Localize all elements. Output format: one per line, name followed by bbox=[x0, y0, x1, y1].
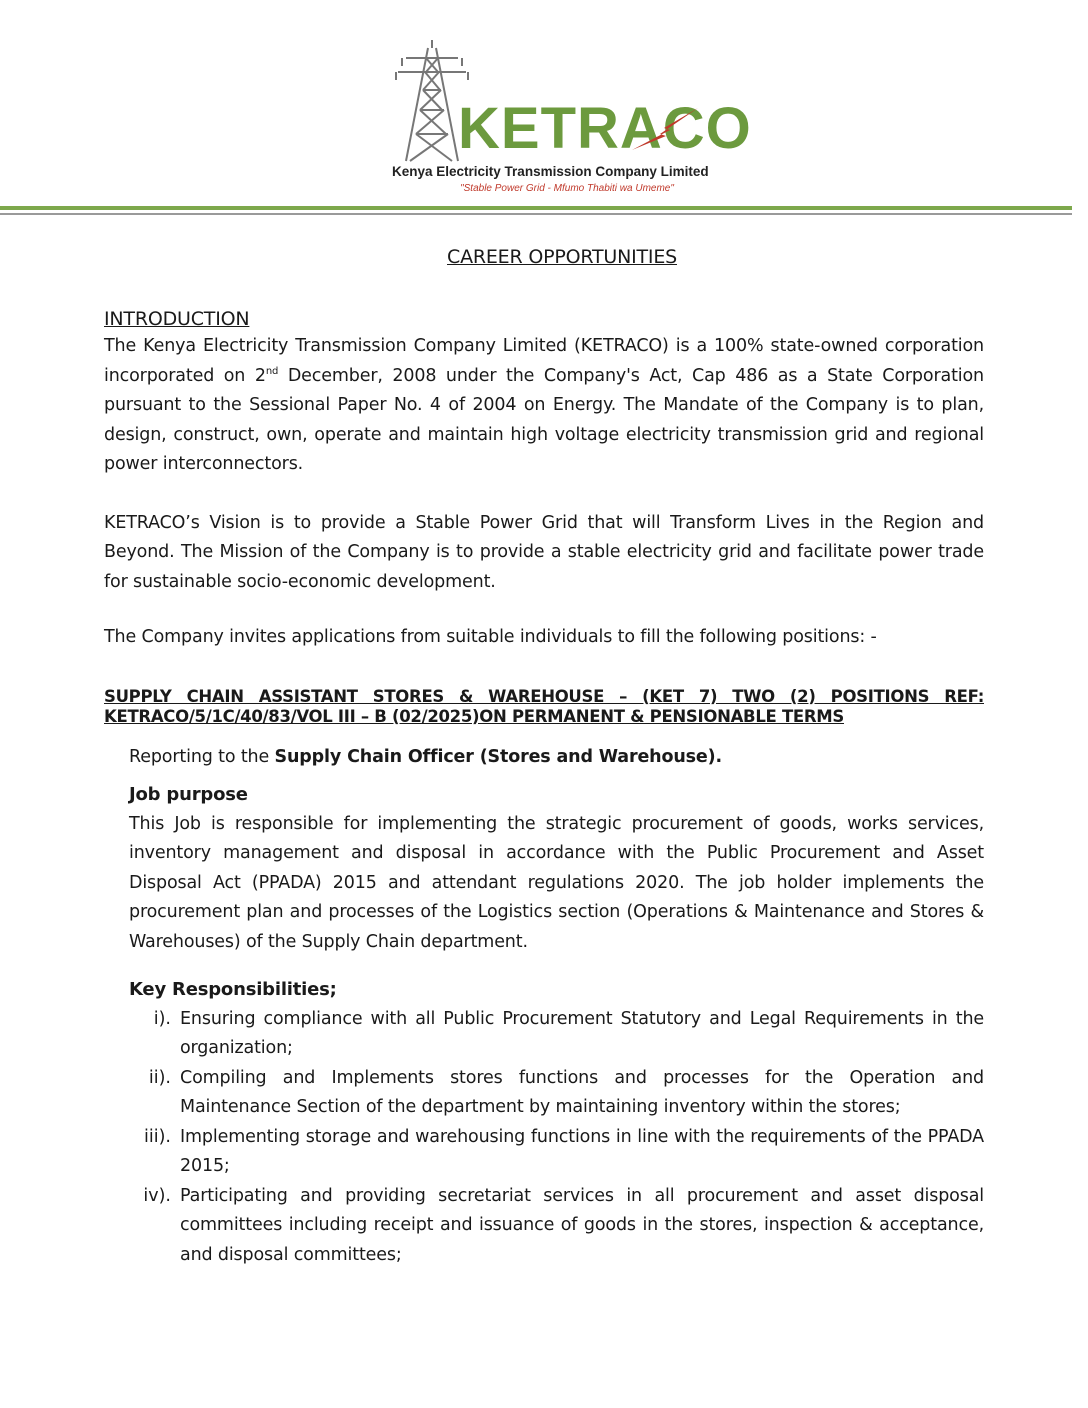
list-item bbox=[129, 1064, 984, 1123]
introduction-paragraph-1: The Kenya Electricity Transmission Company Limited (KETRACO) is a 100% state-owned corporation incorporated on 2nd December, 2008 under the Company's Act, Cap 486 as a State Corporation pursuant to the Sessional Paper No. 4 of 2004 on Energy. The Mandate of the Company is to plan, design, construct, own, operate and maintain high voltage electricity transmission grid and regional power interconnectors. bbox=[104, 336, 984, 474]
list-item-text: Participating and providing secretariat services in all procurement and asset disposal committees including receipt and issuance of goods in the stores, inspection & acceptance, and disposal committees; bbox=[180, 1185, 984, 1265]
reporting-to: Supply Chain Officer (Stores and Warehouse). bbox=[274, 746, 722, 767]
responsibilities-heading: Key Responsibilities; bbox=[129, 979, 337, 1000]
list-item-text: Compiling and Implements stores functions and processes for the Operation and Maintenance Section of the department by maintaining inventory within the stores; bbox=[180, 1067, 984, 1117]
list-item-number: iv). bbox=[143, 1185, 171, 1206]
brand-name: KETRACO bbox=[458, 96, 752, 161]
list-item bbox=[129, 1123, 984, 1182]
introduction-paragraph-3: The Company invites applications from suitable individuals to fill the following positions: - bbox=[104, 627, 877, 647]
list-item-number: i). bbox=[153, 1008, 171, 1029]
header-divider-green bbox=[0, 206, 1072, 210]
list-item bbox=[129, 1182, 984, 1271]
introduction-paragraph-2: KETRACO’s Vision is to provide a Stable Power Grid that will Transform Lives in the Region and Beyond. The Mission of the Company is to provide a stable electricity grid and facilitate power trade for sustainable socio-economic development. bbox=[104, 512, 984, 592]
lightning-bolt-icon bbox=[630, 106, 700, 156]
letterhead bbox=[0, 0, 1088, 222]
list-item-number: ii). bbox=[148, 1067, 171, 1088]
list-item-text: Ensuring compliance with all Public Procurement Statutory and Legal Requirements in the organization; bbox=[180, 1008, 984, 1058]
introduction-heading: INTRODUCTION bbox=[104, 308, 250, 330]
job-purpose-text: This Job is responsible for implementing the strategic procurement of goods, works services, inventory management and disposal in accordance with the Public Procurement and Asset Disposal Act (PPADA) 2015 and attendant regulations 2020. The job holder implements the procurement plan and processes of the Logistics section (Operations & Maintenance and Stores & Warehouses) of the Supply Chain department. bbox=[129, 813, 984, 952]
company-name: Kenya Electricity Transmission Company Limited bbox=[392, 164, 709, 179]
page-title: CAREER OPPORTUNITIES bbox=[447, 246, 677, 268]
company-slogan: "Stable Power Grid - Mfumo Thabiti wa Umeme" bbox=[460, 183, 674, 194]
company-logo bbox=[392, 38, 752, 198]
reporting-line: Reporting to the Supply Chain Officer (Stores and Warehouse). bbox=[129, 746, 722, 767]
responsibilities-list bbox=[129, 1005, 984, 1271]
list-item-text: Implementing storage and warehousing functions in line with the requirements of the PPADA 2015; bbox=[180, 1126, 984, 1176]
document-body bbox=[104, 246, 984, 1270]
job-purpose-heading: Job purpose bbox=[129, 784, 248, 805]
list-item-number: iii). bbox=[144, 1126, 171, 1147]
list-item bbox=[129, 1005, 984, 1064]
position-title: SUPPLY CHAIN ASSISTANT STORES & WAREHOUSE – (KET 7) TWO (2) POSITIONS REF: KETRACO/5/1C/40/83/VOL III – B (02/2025)ON PERMANENT & PENSIONABLE TERMS bbox=[104, 686, 984, 726]
header-divider-grey bbox=[0, 213, 1072, 215]
position-details bbox=[129, 743, 984, 1271]
